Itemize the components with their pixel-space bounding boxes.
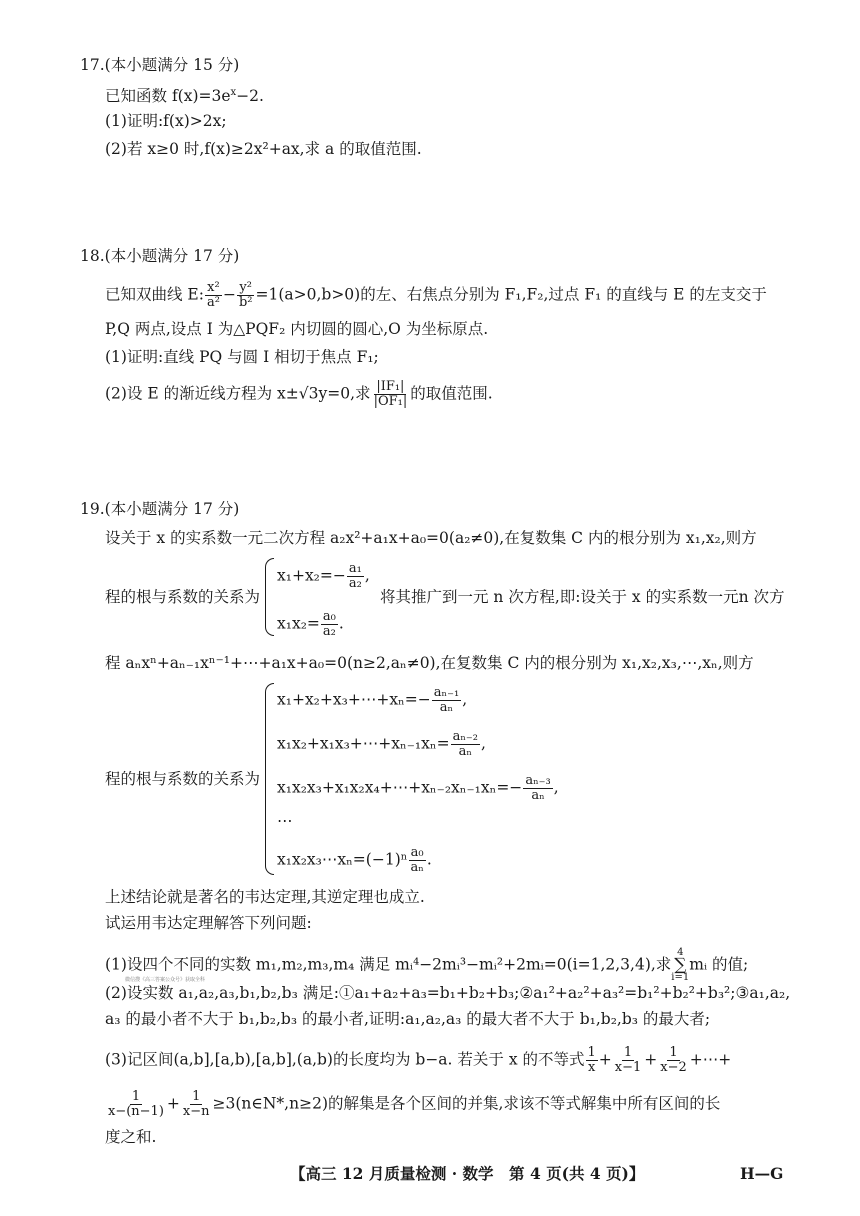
q18-line1: 已知双曲线 E: $\frac{\text{x²}}{\text{a²}}$ − $\frac{\text{y²}}{\text{b²}}$ =1(a>0,b>0)的左、右焦点分别为 F₁,F₂,过点 F₁ 的直线与 E 的左支交于 bbox=[105, 280, 767, 310]
q19-sys2-eq2: x₁x₂= $\frac{\text{a₀}}{\text{a₂}}$ . bbox=[277, 609, 344, 639]
q19-sysn-row1: x₁+x₂+x₃+⋯+xₙ=− $\frac{\text{aₙ₋₁}}{\text{aₙ}}$ , bbox=[277, 685, 468, 715]
sum-operator: 4 ∑ i=1 bbox=[671, 947, 690, 983]
q19-part3-line3: 度之和. bbox=[105, 1128, 157, 1146]
page-footer-title: 【高三 12 月质量检测 · 数学 第 4 页(共 4 页)】 bbox=[290, 1164, 645, 1183]
q17-function: f(x)=3e bbox=[171, 87, 231, 106]
q18-line1-suffix: =1(a>0,b>0)的左、右焦点分别为 F₁,F₂,过点 F₁ 的直线与 E 的左支交于 bbox=[255, 285, 767, 304]
q18-part1: (1)证明:直线 PQ 与圆 I 相切于焦点 F₁; bbox=[105, 348, 379, 366]
q17-function-tail: −2. bbox=[236, 87, 264, 106]
q17-given bbox=[105, 82, 264, 107]
q19-part2-line1: (2)设实数 a₁,a₂,a₃,b₁,b₂,b₃ 满足:①a₁+a₂+a₃=b₁+b₂+b₃;②a₁²+a₂²+a₃²=b₁²+b₂²+b₃²;③a₁,a₂, bbox=[105, 984, 791, 1002]
q18-frac-x: $\frac{\text{x²}}{\text{a²}}$ bbox=[206, 280, 220, 310]
q19-part3-line1: (3)记区间(a,b],[a,b),[a,b],(a,b)的长度均为 b−a. 若关于 x 的不等式 $\frac{1}{x}$ + $\frac{1}{x-1}$ + $\frac{1}{x-2}$ +⋯+ bbox=[105, 1045, 732, 1075]
q17-given-prefix: 已知函数 bbox=[105, 87, 172, 106]
q19-brace-quadratic bbox=[265, 558, 274, 636]
q18-part2 bbox=[105, 380, 493, 409]
q19-line6: 试运用韦达定理解答下列问题: bbox=[105, 914, 312, 932]
q18-part2-frac: $\frac{\text{|IF₁|}}{\text{|OF₁|}}$ bbox=[373, 379, 408, 409]
q19-part3-line2: $\frac{1}{x-(n-1)}$ + $\frac{1}{x-n}$ ≥3(n∈N*,n≥2)的解集是各个区间的并集,求该不等式解集中所有区间的长 bbox=[108, 1089, 721, 1119]
q19-line2-suffix: 将其推广到一元 n 次方程,即:设关于 x 的实系数一元n 次方 bbox=[380, 588, 785, 606]
watermark-text: 微信搜《高三答案公众号》获取全科 bbox=[125, 977, 206, 983]
page-footer-code: H—G bbox=[740, 1164, 784, 1183]
q19-sysn-row2: x₁x₂+x₁x₃+⋯+xₙ₋₁xₙ= $\frac{\text{aₙ₋₂}}{\text{aₙ}}$ , bbox=[277, 729, 486, 759]
q18-header: 18.(本小题满分 17 分) bbox=[80, 247, 240, 265]
q19-line1: 设关于 x 的实系数一元二次方程 a₂x²+a₁x+a₀=0(a₂≠0),在复数集 C 内的根分别为 x₁,x₂,则方 bbox=[105, 529, 757, 547]
q18-part2-suffix: 的取值范围. bbox=[410, 384, 493, 403]
q19-header: 19.(本小题满分 17 分) bbox=[80, 500, 240, 518]
q18-frac-y: $\frac{\text{y²}}{\text{b²}}$ bbox=[238, 280, 253, 310]
q18-line2: P,Q 两点,设点 I 为△PQF₂ 内切圆的圆心,O 为坐标原点. bbox=[105, 320, 489, 338]
q19-part1: (1)设四个不同的实数 m₁,m₂,m₃,m₄ 满足 mᵢ⁴−2mᵢ³−mᵢ²+2mᵢ=0(i=1,2,3,4),求 4 ∑ i=1 mᵢ 的值; bbox=[105, 947, 749, 983]
q17-header: 17.(本小题满分 15 分) bbox=[80, 56, 240, 74]
q17-part2: (2)若 x≥0 时,f(x)≥2x²+ax,求 a 的取值范围. bbox=[105, 140, 422, 158]
q19-brace-general bbox=[265, 683, 274, 875]
q19-sysn-row4: ⋯ bbox=[277, 812, 293, 830]
q19-part2-line2: a₃ 的最小者不大于 b₁,b₂,b₃ 的最小者,证明:a₁,a₂,a₃ 的最大者不大于 b₁,b₂,b₃ 的最大者; bbox=[105, 1010, 711, 1028]
q18-part2-prefix: (2)设 E 的渐近线方程为 x±√3y=0,求 bbox=[105, 384, 371, 403]
q17-function-exp: x bbox=[230, 87, 237, 98]
q19-sysn-row3: x₁x₂x₃+x₁x₂x₄+⋯+xₙ₋₂xₙ₋₁xₙ=− $\frac{\text{aₙ₋₃}}{\text{aₙ}}$ , bbox=[277, 773, 559, 803]
q17-part1: (1)证明:f(x)>2x; bbox=[105, 112, 227, 130]
q19-sysn-row5: x₁x₂x₃⋯xₙ=(−1)ⁿ $\frac{\text{a₀}}{\text{aₙ}}$ . bbox=[277, 845, 432, 875]
q19-line4-prefix: 程的根与系数的关系为 bbox=[105, 770, 261, 788]
q19-line2-prefix: 程的根与系数的关系为 bbox=[105, 588, 261, 606]
q19-sys2-eq1: x₁+x₂=− $\frac{\text{a₁}}{\text{a₂}}$ , bbox=[277, 561, 370, 591]
q19-line3: 程 aₙxⁿ+aₙ₋₁xⁿ⁻¹+⋯+a₁x+a₀=0(n≥2,aₙ≠0),在复数集 C 内的根分别为 x₁,x₂,x₃,⋯,xₙ,则方 bbox=[105, 654, 754, 672]
q18-line1-prefix: 已知双曲线 E: bbox=[105, 285, 204, 304]
q19-line5: 上述结论就是著名的韦达定理,其逆定理也成立. bbox=[105, 888, 425, 906]
